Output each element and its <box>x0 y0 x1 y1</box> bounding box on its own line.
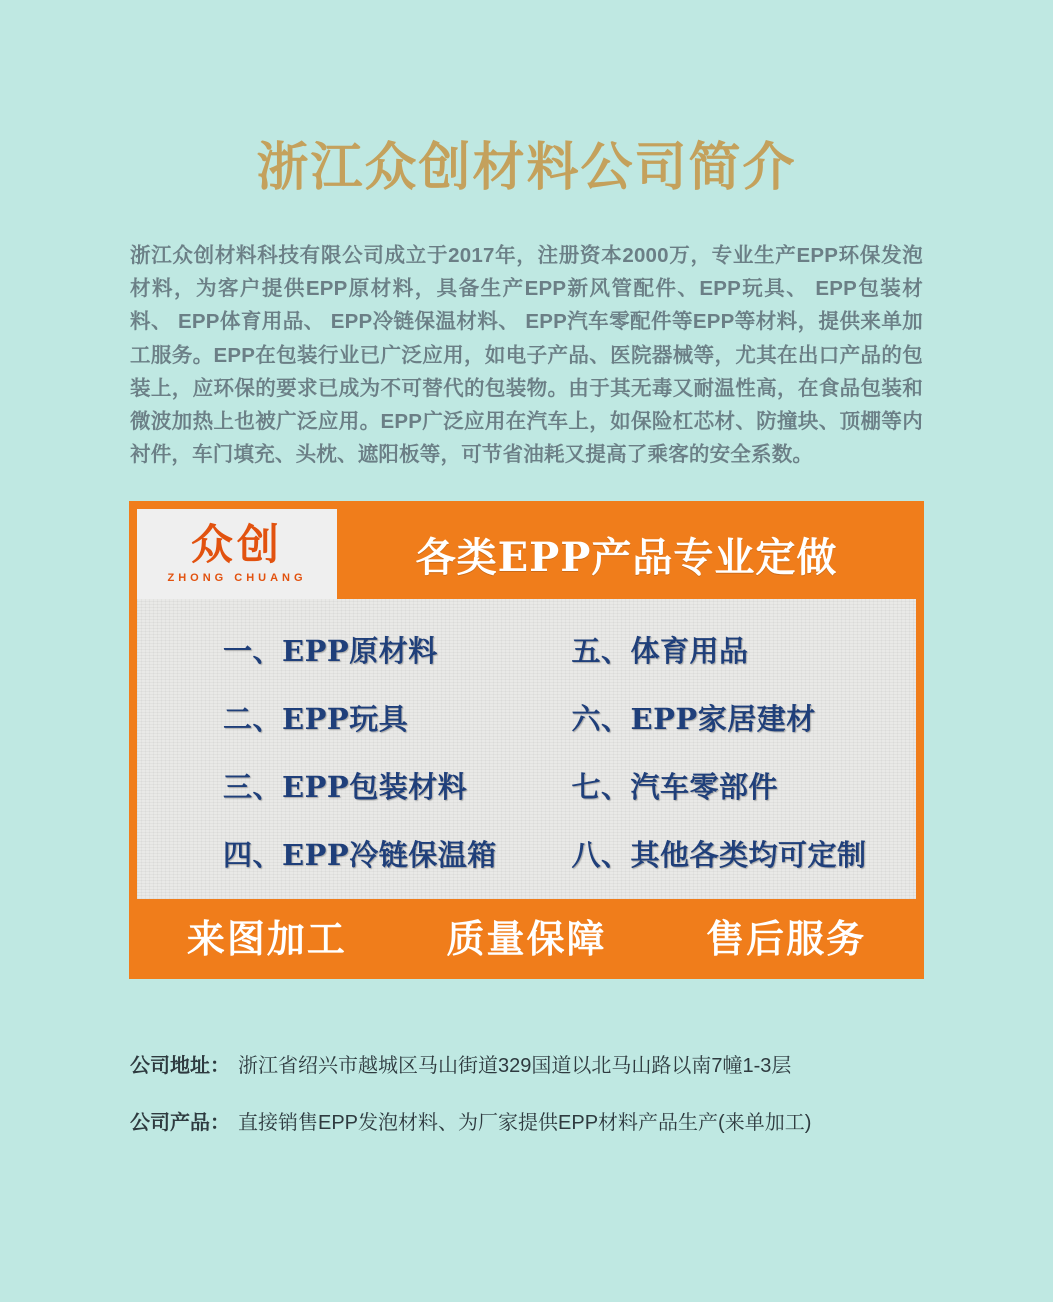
list-item: 四、EPP冷链保温箱 <box>223 837 497 872</box>
poster-headline: 各类EPP产品专业定做 <box>415 533 838 581</box>
poster-product-list <box>137 599 916 899</box>
service-item: 售后服务 <box>706 916 867 961</box>
address-value: 浙江省绍兴市越城区马山街道329国道以北马山路以南7幢1-3层 <box>238 1055 792 1078</box>
company-info-block <box>130 1049 923 1135</box>
list-item: 六、EPP家居建材 <box>571 701 816 736</box>
poster-footer-services <box>137 899 916 971</box>
logo-pinyin: ZHONG CHUANG <box>167 572 307 585</box>
product-list-right-column <box>542 617 891 889</box>
service-item: 来图加工 <box>186 916 347 961</box>
product-poster <box>129 501 924 979</box>
company-introduction-text: 浙江众创材料科技有限公司成立于2017年，注册资本2000万，专业生产EPP环保发泡材料，为客户提供EPP原材料，具备生产EPP新风管配件、EPP玩具、 EPP包装材料、 EPP体育用品、 EPP冷链保温材料、 EPP汽车零配件等EPP等材料，提供来单加工服务。EPP在包装行业已广泛应用，如电子产品、医院器械等，尤其在出口产品的包装上，应环保的要求已成为不可替代的包装物。由于其无毒又耐温性高，在食品包装和微波加热上也被广泛应用。EPP广泛应用在汽车上，如保险杠芯材、防撞块、顶棚等内衬件，车门填充、头枕、遮阳板等，可节省油耗又提高了乘客的安全系数。 <box>130 244 923 467</box>
address-label: 公司地址： <box>130 1055 230 1078</box>
list-item: 二、EPP玩具 <box>223 701 409 736</box>
list-item: 一、EPP原材料 <box>223 633 438 668</box>
company-address-row <box>130 1049 923 1078</box>
list-item: 八、其他各类均可定制 <box>571 837 867 872</box>
company-profile-page <box>0 35 1053 1302</box>
service-item: 质量保障 <box>446 916 607 961</box>
products-label: 公司产品： <box>130 1112 230 1135</box>
page-title: 浙江众创材料公司简介 <box>256 138 797 197</box>
logo-chinese-name: 众创 <box>190 520 283 570</box>
company-products-row <box>130 1106 923 1135</box>
products-value: 直接销售EPP发泡材料、为厂家提供EPP材料产品生产(来单加工) <box>238 1112 812 1135</box>
company-logo <box>137 509 337 599</box>
list-item: 七、汽车零部件 <box>571 769 779 804</box>
list-item: 五、体育用品 <box>571 633 749 668</box>
poster-header <box>137 509 916 599</box>
list-item: 三、EPP包装材料 <box>223 769 468 804</box>
product-list-left-column <box>163 617 542 889</box>
